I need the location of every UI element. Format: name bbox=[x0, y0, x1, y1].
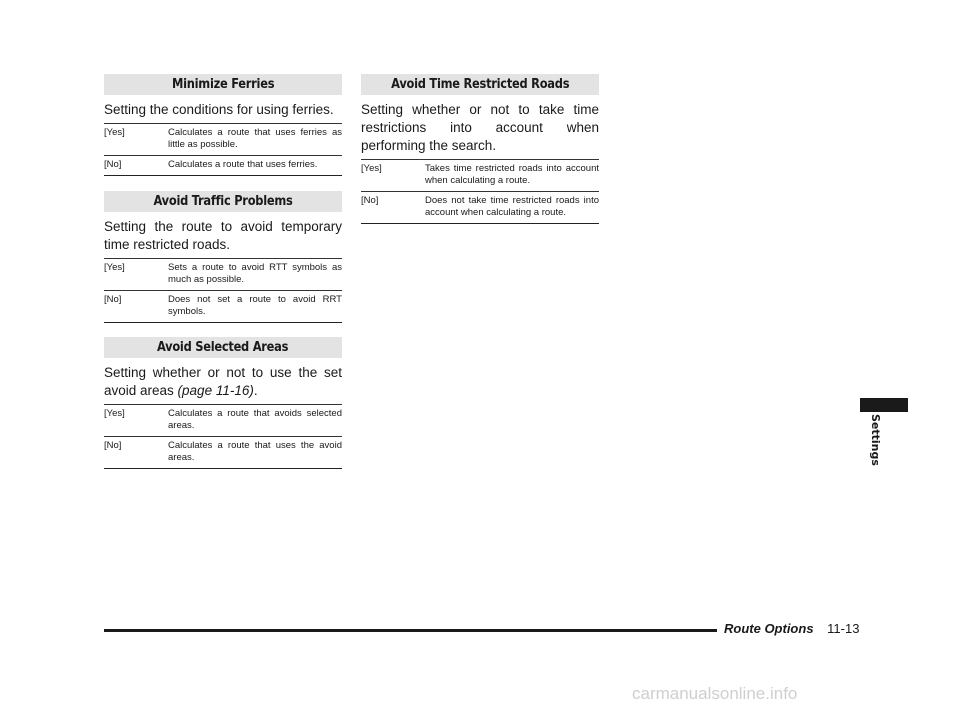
section-description bbox=[104, 364, 342, 400]
option-row-no bbox=[104, 291, 342, 323]
side-tab-label: Settings bbox=[869, 414, 882, 466]
option-text: Does not set a route to avoid RRT symbols. bbox=[168, 294, 342, 317]
options-table bbox=[104, 123, 342, 176]
section-title: Minimize Ferries bbox=[104, 74, 342, 95]
option-text: Calculates a route that uses ferries. bbox=[168, 159, 318, 170]
option-row-no bbox=[104, 156, 342, 176]
section-title: Avoid Time Restricted Roads bbox=[361, 74, 599, 95]
options-table bbox=[104, 404, 342, 469]
options-table bbox=[104, 258, 342, 323]
option-row-no bbox=[104, 437, 342, 469]
watermark: carmanualsonline.info bbox=[632, 684, 798, 703]
section-description: Setting the route to avoid temporary time restricted roads. bbox=[104, 219, 342, 252]
footer-title: Route Options bbox=[724, 621, 814, 636]
option-row-yes bbox=[104, 124, 342, 156]
side-tab-marker bbox=[860, 398, 908, 412]
option-key: [No] bbox=[104, 159, 122, 170]
option-row-yes bbox=[361, 160, 599, 192]
option-text: Does not take time restricted roads into account when calculating a route. bbox=[425, 195, 599, 218]
section-description: Setting whether or not to take time restrictions into account when performing the search. bbox=[361, 102, 599, 153]
option-key: [Yes] bbox=[104, 127, 125, 138]
description-end: . bbox=[253, 383, 258, 398]
footer-rule bbox=[104, 629, 717, 632]
option-row-yes bbox=[104, 405, 342, 437]
page-reference-link[interactable]: (page 11-16) bbox=[177, 383, 254, 398]
section-avoid-selected-areas bbox=[104, 337, 342, 469]
section-title: Avoid Selected Areas bbox=[104, 337, 342, 358]
option-key: [Yes] bbox=[361, 163, 382, 174]
option-text: Calculates a route that uses ferries as little as possible. bbox=[168, 127, 342, 150]
option-row-no bbox=[361, 192, 599, 224]
option-row-yes bbox=[104, 259, 342, 291]
section-avoid-traffic-problems bbox=[104, 191, 342, 323]
section-avoid-time-restricted-roads bbox=[361, 74, 599, 224]
section-description: Setting the conditions for using ferries. bbox=[104, 102, 334, 117]
option-text: Takes time restricted roads into account when calculating a route. bbox=[425, 163, 599, 186]
option-key: [Yes] bbox=[104, 408, 125, 419]
description-text: Setting whether or not to use the set avoid areas bbox=[104, 365, 342, 398]
option-text: Calculates a route that avoids selected areas. bbox=[168, 408, 342, 431]
section-title: Avoid Traffic Problems bbox=[104, 191, 342, 212]
option-text: Sets a route to avoid RTT symbols as much as possible. bbox=[168, 262, 342, 285]
options-table bbox=[361, 159, 599, 224]
page-number: 11-13 bbox=[827, 621, 860, 636]
section-minimize-ferries bbox=[104, 74, 342, 176]
option-key: [Yes] bbox=[104, 262, 125, 273]
option-key: [No] bbox=[104, 440, 122, 451]
footer bbox=[724, 621, 859, 636]
option-key: [No] bbox=[361, 195, 379, 206]
option-text: Calculates a route that uses the avoid areas. bbox=[168, 440, 342, 463]
option-key: [No] bbox=[104, 294, 122, 305]
